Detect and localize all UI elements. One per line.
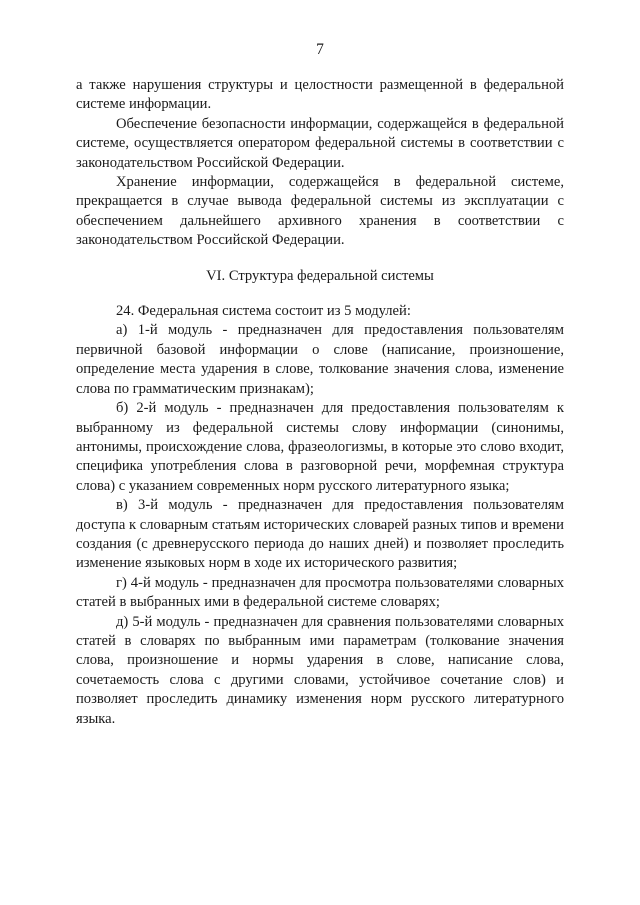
paragraph-module-2: б) 2-й модуль - предназначен для предоставления пользователям к выбранному из федеральной системы слову информации (синонимы, антонимы, происхождение слова, фразеологизмы, в которые это слово входит, специфика употребления слова в разговорной речи, морфемная структура слова) с указанием современных норм русского литературного языка; [76,400,564,494]
section-heading: VI. Структура федеральной системы [206,267,434,284]
document-body [76,76,564,729]
page-number: 7 [316,41,324,58]
paragraph-module-5: д) 5-й модуль - предназначен для сравнения пользователями словарных статей в словарях по выбранным ими параметрам (толкование значения слова, произношение и нормы ударения в слове, написание слова, сочетаемость слова с другими словами, устойчивое сочетание слов) и позволяет проследить динамику изменения норм русского литературного языка. [76,613,564,727]
paragraph-module-3: в) 3-й модуль - предназначен для предоставления пользователям доступа к словарным статьям исторических словарей разных типов и времени создания (с древнерусского периода до наших дней) и позволяет проследить изменение языковых норм в ходе их исторического развития; [76,497,564,572]
paragraph-module-1: а) 1-й модуль - предназначен для предоставления пользователям первичной базовой информации о слове (написание, произношение, определение места ударения в слове, толкование значения слова, изменение слова по грамматическим признакам); [76,322,564,397]
paragraph-storage: Хранение информации, содержащейся в федеральной системе, прекращается в случае вывода федеральной системы из эксплуатации с обеспечением дальнейшего архивного хранения в соответствии с законодательством Российской Федерации. [76,174,564,249]
paragraph-security: Обеспечение безопасности информации, содержащейся в федеральной системе, осуществляется оператором федеральной системы в соответствии с законодательством Российской Федерации. [76,115,564,171]
paragraph-continuation: а также нарушения структуры и целостности размещенной в федеральной системе информации. [76,77,564,113]
paragraph-module-4: г) 4-й модуль - предназначен для просмотра пользователями словарных статей в выбранных ими в федеральной системе словарях; [76,574,564,611]
paragraph-item-24: 24. Федеральная система состоит из 5 модулей: [116,303,411,320]
